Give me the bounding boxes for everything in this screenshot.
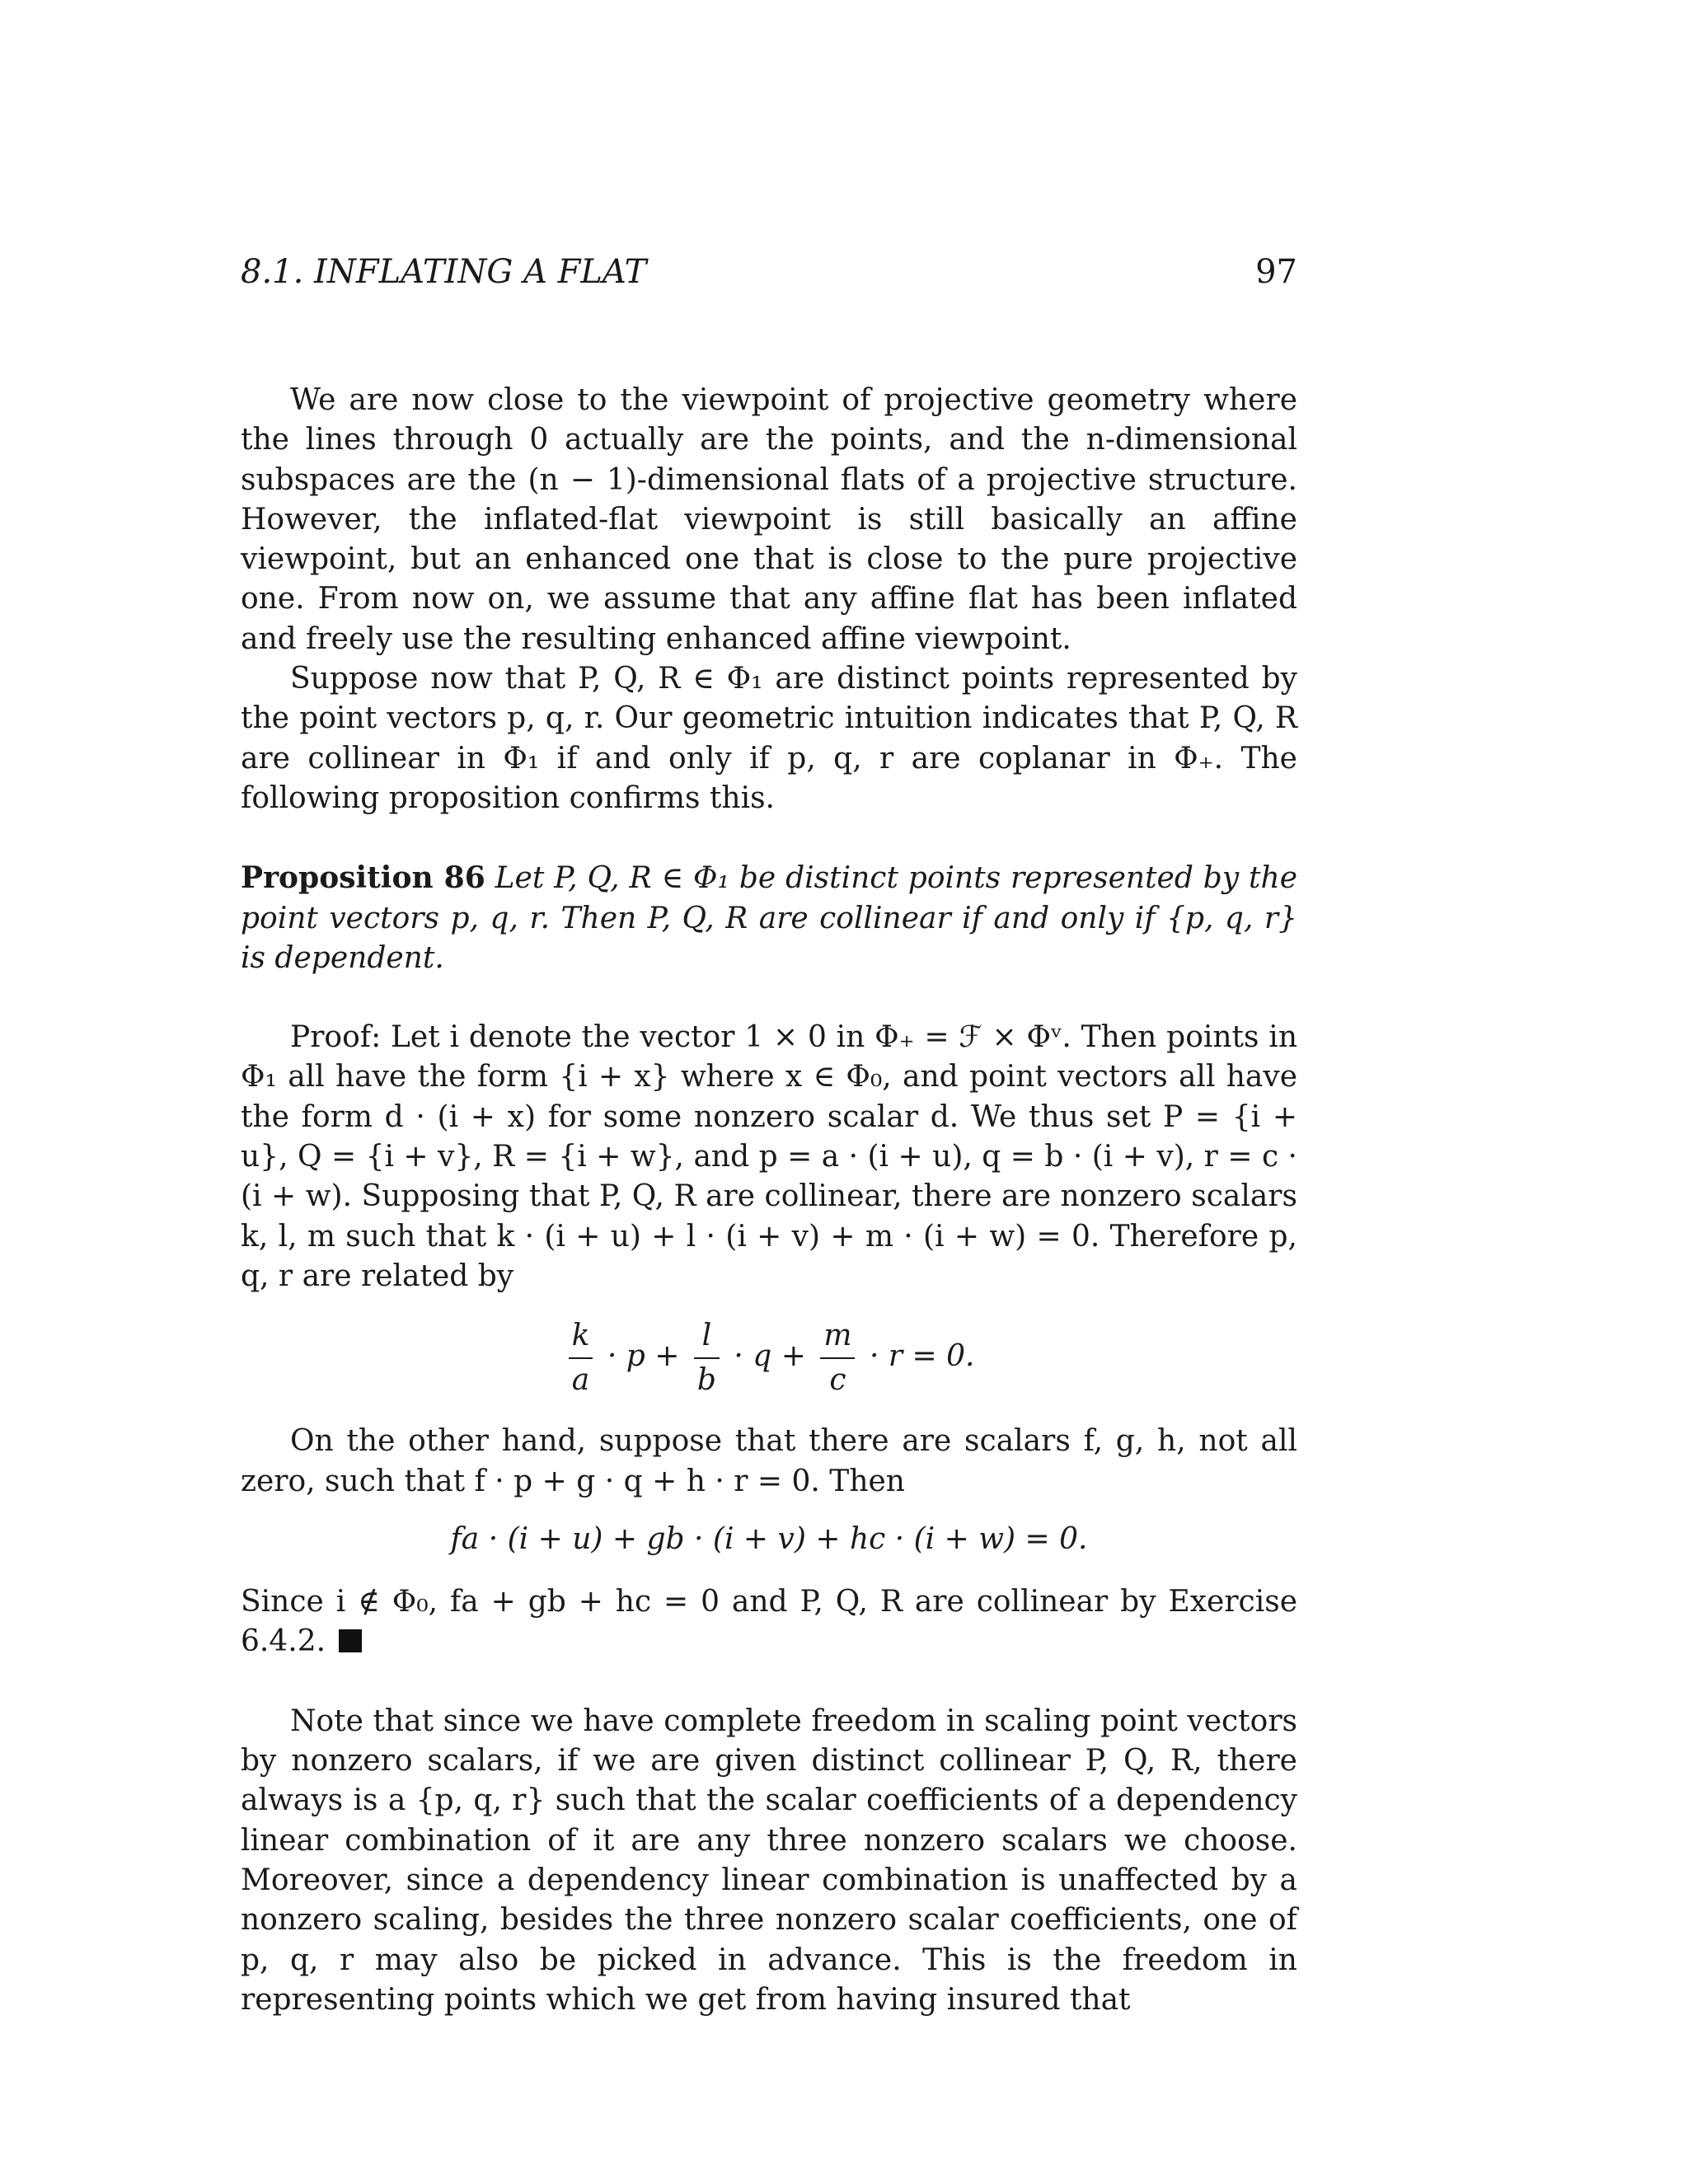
section-title: 8.1. INFLATING A FLAT — [241, 253, 647, 291]
paragraph-intro: We are now close to the viewpoint of projective geometry where the lines through 0 actually are the points, and the n-dimensional subspaces are the (n − 1)-dimensional flats of a projective structure. However, the inflated-flat viewpoint is still basically an affine viewpoint, but an enhanced one that is close to the pure projective one. From now on, we assume that any affine flat has been inflated and freely use the resulting enhanced affine viewpoint. — [241, 383, 1297, 656]
proposition-statement: Let P, Q, R ∈ Φ₁ be distinct points represented by the point vectors p, q, r. Then P, Q, R are collinear if and only if {p, q, r} is dependent. — [241, 861, 1297, 975]
equation-dependency: $\frac{k}{a}$ · p + $\frac{l}{b}$ · q + $\frac{m}{c}$ · r = 0. — [241, 1315, 1297, 1402]
paragraph-note: Note that since we have complete freedom in scaling point vectors by nonzero scalars, if we are given distinct collinear P, Q, R, there always is a {p, q, r} such that the scalar coefficients of a dependency linear combination of it are any three nonzero scalars we choose. Moreover, since a dependency linear combination is unaffected by a nonzero scaling, besides the three nonzero scalar coefficients, one of p, q, r may also be picked in advance. This is the freedom in representing points which we get from having insured that — [241, 1704, 1297, 2017]
qed-square-icon — [339, 1629, 362, 1652]
proof-paragraph: Proof: Let i denote the vector 1 × 0 in Φ₊ = ℱ × Φᵛ. Then points in Φ₁ all have the form {i + x} where x ∈ Φ₀, and point vectors all have the form d · (i + x) for some nonzero scalar d. We thus set P = {i + u}, Q = {i + v}, R = {i + w}, and p = a · (i + u), q = b · (i + v), r = c · (i + w). Supposing that P, Q, R are collinear, there are nonzero scalars k, l, m such that k · (i + u) + l · (i + v) + m · (i + w) = 0. Therefore p, q, r are related by — [241, 1020, 1297, 1293]
proposition-label: Proposition 86 — [241, 860, 485, 896]
paragraph-suppose: Suppose now that P, Q, R ∈ Φ₁ are distinct points represented by the point vectors p, q, r. Our geometric intuition indicates that P, Q, R are collinear in Φ₁ if and only if p, q, r are coplanar in Φ₊. The following proposition confirms this. — [241, 662, 1297, 815]
body-text — [241, 381, 1297, 2020]
paragraph-since: Since i ∉ Φ₀, fa + gb + hc = 0 and P, Q, R are collinear by Exercise 6.4.2. — [241, 1585, 1297, 1659]
fraction-l-over-b: $\frac{l}{b}$ — [694, 1315, 720, 1402]
running-head — [241, 247, 1297, 297]
equation-combination: fa · (i + u) + gb · (i + v) + hc · (i + w) = 0. — [450, 1521, 1088, 1556]
proposition-86 — [241, 858, 1297, 978]
paragraph-other-hand: On the other hand, suppose that there are scalars f, g, h, not all zero, such that f · p + g · q + h · r = 0. Then — [241, 1424, 1297, 1498]
page-number: 97 — [1255, 253, 1297, 291]
fraction-k-over-a: $\frac{k}{a}$ — [569, 1315, 593, 1402]
fraction-m-over-c: $\frac{m}{c}$ — [820, 1315, 855, 1402]
